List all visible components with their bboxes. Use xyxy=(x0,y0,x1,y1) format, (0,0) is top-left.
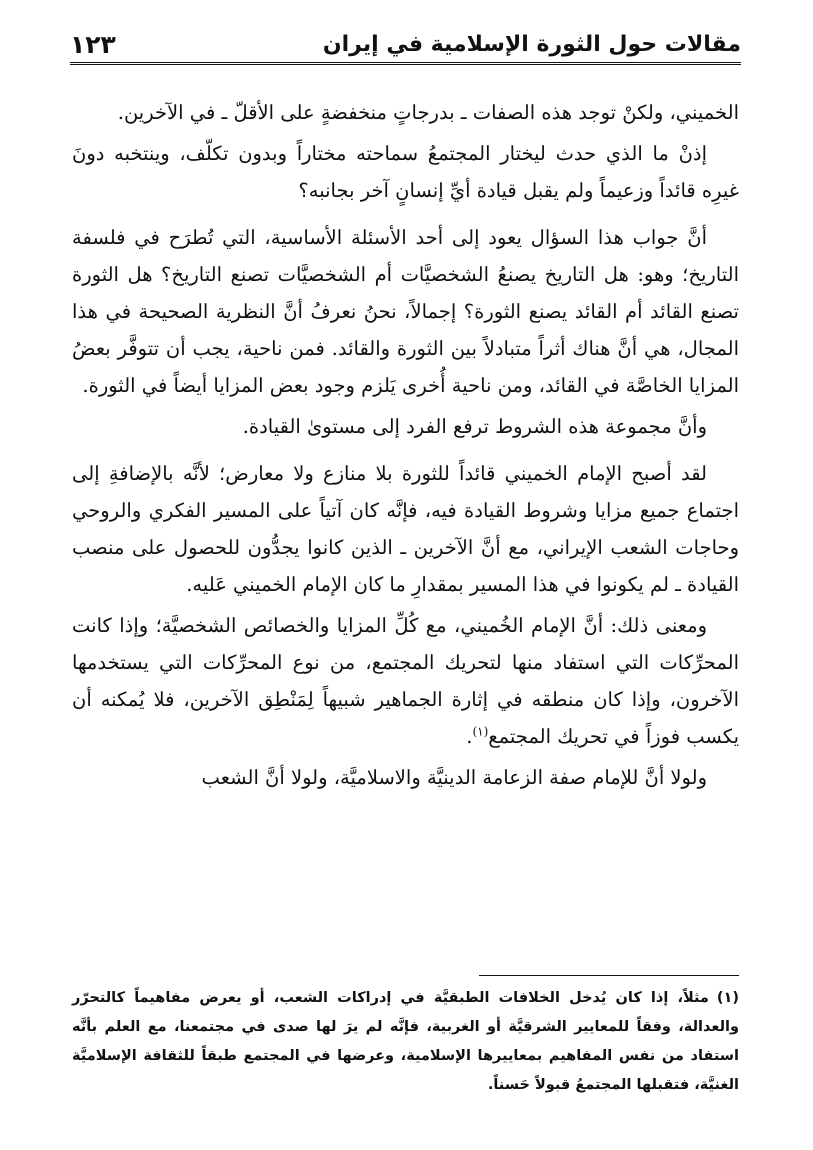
page-number: ١٢٣ xyxy=(70,29,116,59)
body-text xyxy=(72,94,739,806)
paragraph-text: ومعنى ذلك: أنَّ الإمام الخُميني، مع كُلِّ المزايا والخصائص الشخصيَّة؛ وإذا كانت المحرِّكات التي استفاد منها لتحريك المجتمع، من نوع المحرِّكات التي يستخدمها الآخرون، وإذا كان منطقه في إثارة الجماهير شبيهاً لِمَنْطِق الآخرين، فلا يُمكنه أن يكسب فوزاً في تحريك المجتمع xyxy=(72,614,739,748)
paragraph: إذنْ ما الذي حدث ليختار المجتمعُ سماحته مختاراً وبدون تكلّف، وينتخبه دونَ غيرِه قائداً وزعيماً ولم يقبل قيادة أيِّ إنسانٍ آخر بجانبه؟ xyxy=(72,142,739,202)
footnote-text: مثلاً، إذا كان يُدخل الخلافات الطبقيَّة في إدراكات الشعب، أو يعرض مفاهيماً كالتحرّر والعدالة، وفقاً للمعايير الشرقيَّة أو الغربية، فإنَّه لم يرَ لها صدى في مجتمعنا، مع العلم بأنَّه استفاد من نفس المفاهيم بمعاييرها الإسلامية، وعرضها في المجتمع طبقاً للثقافة الإسلاميَّة الغنيَّة، فتقبلها المجتمعُ قبولاً حَسناً. xyxy=(72,990,739,1093)
sentence-end: . xyxy=(466,725,473,748)
paragraph: وأنَّ مجموعة هذه الشروط ترفع الفرد إلى مستوىٰ القيادة. xyxy=(242,415,707,438)
footnote xyxy=(72,984,739,1100)
paragraph: لقد أصبح الإمام الخميني قائداً للثورة بلا منازع ولا معارض؛ لأنَّه بالإضافةِ إلى اجتماع جميع مزايا وشروط القيادة فيه، فإنَّه كان آتياً على المسير الفكري والروحي وحاجات الشعب الإيراني، مع أنَّ الآخرين ـ الذين كانوا يجدُّون للحصول على منصب القيادة ـ لم يكونوا في هذا المسير بمقدارِ ما كان الإمام الخميني عَليه. xyxy=(72,462,739,596)
page-header xyxy=(70,26,741,62)
paragraph: أنَّ جواب هذا السؤال يعود إلى أحد الأسئلة الأساسية، التي تُطرَح في فلسفة التاريخ؛ وهو: هل التاريخ يصنعُ الشخصيَّات أم الشخصيَّات تصنع التاريخ؟ هل الثورة تصنع القائد أم القائد يصنع الثورة؟ إجمالاً، نحنُ نعرفُ أنَّ النظرية الصحيحة في هذا المجال، هي أنَّ هناك أثراً متبادلاً بين الثورة والقائد. فمن ناحية، يجب أن تتوفَّر بعضُ المزايا الخاصَّة في القائد، ومن ناحية أُخرى يَلزم وجود بعض المزايا أيضاً في الثورة. xyxy=(72,226,739,397)
paragraph xyxy=(72,607,739,755)
paragraph: الخميني، ولكنْ توجد هذه الصفات ـ بدرجاتٍ منخفضةٍ على الأقلّ ـ في الآخرين. xyxy=(117,101,739,124)
footnote-number: (١) xyxy=(716,990,739,1006)
footnote-rule xyxy=(479,975,739,976)
footnote-reference[interactable]: (١) xyxy=(472,724,489,739)
header-rule xyxy=(70,62,741,65)
running-title: مقالات حول الثورة الإسلامية في إيران xyxy=(322,31,741,57)
paragraph: ولولا أنَّ للإمام صفة الزعامة الدينيَّة والاسلاميَّة، ولولا أنَّ الشعب xyxy=(201,766,707,789)
